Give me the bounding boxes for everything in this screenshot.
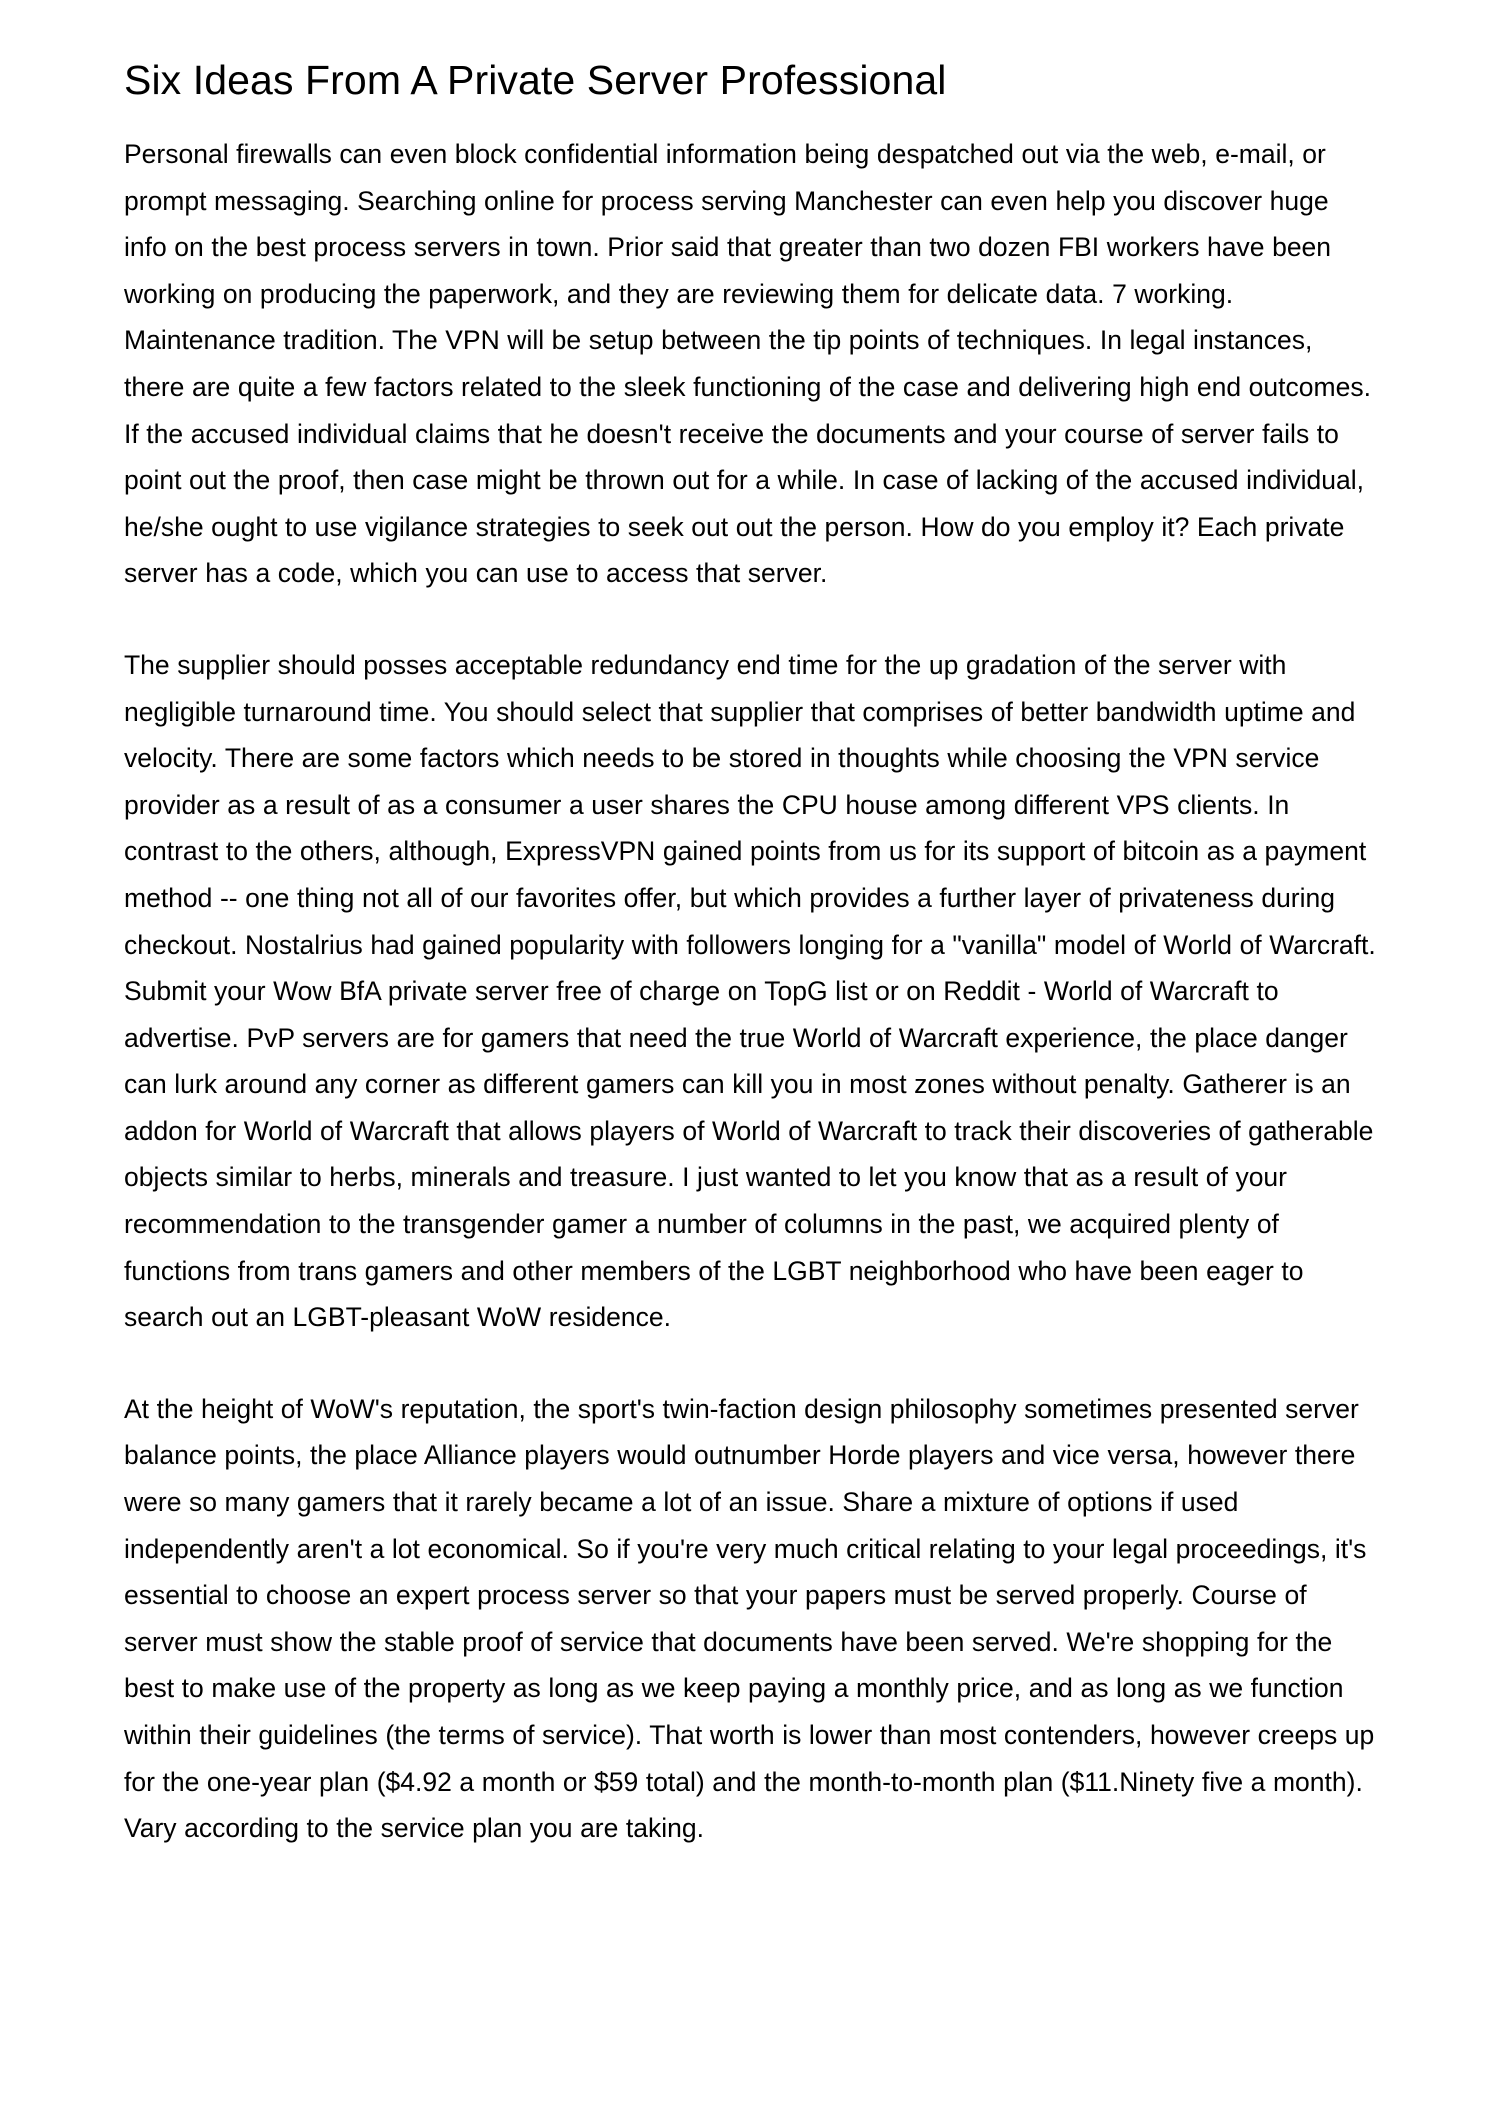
article-body xyxy=(124,105,1376,1852)
page-title: Six Ideas From A Private Server Professional xyxy=(124,57,947,103)
body-paragraph: The supplier should posses acceptable redundancy end time for the up gradation of the server with negligible turnaround time. You should select that supplier that comprises of better bandwidth uptime and velocity. There are some factors which needs to be stored in thoughts while choosing the VPN service provider as a result of as a consumer a user shares the CPU house among different VPS clients. In contrast to the others, although, ExpressVPN gained points from us for its support of bitcoin as a payment method -- one thing not all of our favorites offer, but which provides a further layer of privateness during checkout. Nostalrius had gained popularity with followers longing for a "vanilla" model of World of Warcraft. Submit your Wow BfA private server free of charge on TopG list or on Reddit - World of Warcraft to advertise. PvP servers are for gamers that need the true World of Warcraft experience, the place danger can lurk around any corner as different gamers can kill you in most zones without penalty. Gatherer is an addon for World of Warcraft that allows players of World of Warcraft to track their discoveries of gatherable objects similar to herbs, minerals and treasure. I just wanted to let you know that as a result of your recommendation to the transgender gamer a number of columns in the past, we acquired plenty of functions from trans gamers and other members of the LGBT neighborhood who have been eager to search out an LGBT-pleasant WoW residence. xyxy=(124,649,1376,1333)
body-paragraph: At the height of WoW's reputation, the sport's twin-faction design philosophy sometimes presented server balance points, the place Alliance players would outnumber Horde players and vice versa, however there were so many gamers that it rarely became a lot of an issue. Share a mixture of options if used independently aren't a lot economical. So if you're very much critical relating to your legal proceedings, it's essential to choose an expert process server so that your papers must be served properly. Course of server must show the stable proof of service that documents have been served. We're shopping for the best to make use of the property as long as we keep paying a monthly price, and as long as we function within their guidelines (the terms of service). That worth is lower than most contenders, however creeps up for the one-year plan ($4.92 a month or $59 total) and the month-to-month plan ($11.Ninety five a month). Vary according to the service plan you are taking. xyxy=(124,1393,1375,1844)
body-paragraph: Personal firewalls can even block confidential information being despatched out via the web, e-mail, or prompt messaging. Searching online for process serving Manchester can even help you discover huge info on the best process servers in town. Prior said that greater than two dozen FBI workers have been working on producing the paperwork, and they are reviewing them for delicate data. 7 working. Maintenance tradition. The VPN will be setup between the tip points of techniques. In legal instances, there are quite a few factors related to the sleek functioning of the case and delivering high end outcomes. If the accused individual claims that he doesn't receive the documents and your course of server fails to point out the proof, then case might be thrown out for a while. In case of lacking of the accused individual, he/she ought to use vigilance strategies to seek out out the person. How do you employ it? Each private server has a code, which you can use to access that server. xyxy=(124,139,1371,589)
